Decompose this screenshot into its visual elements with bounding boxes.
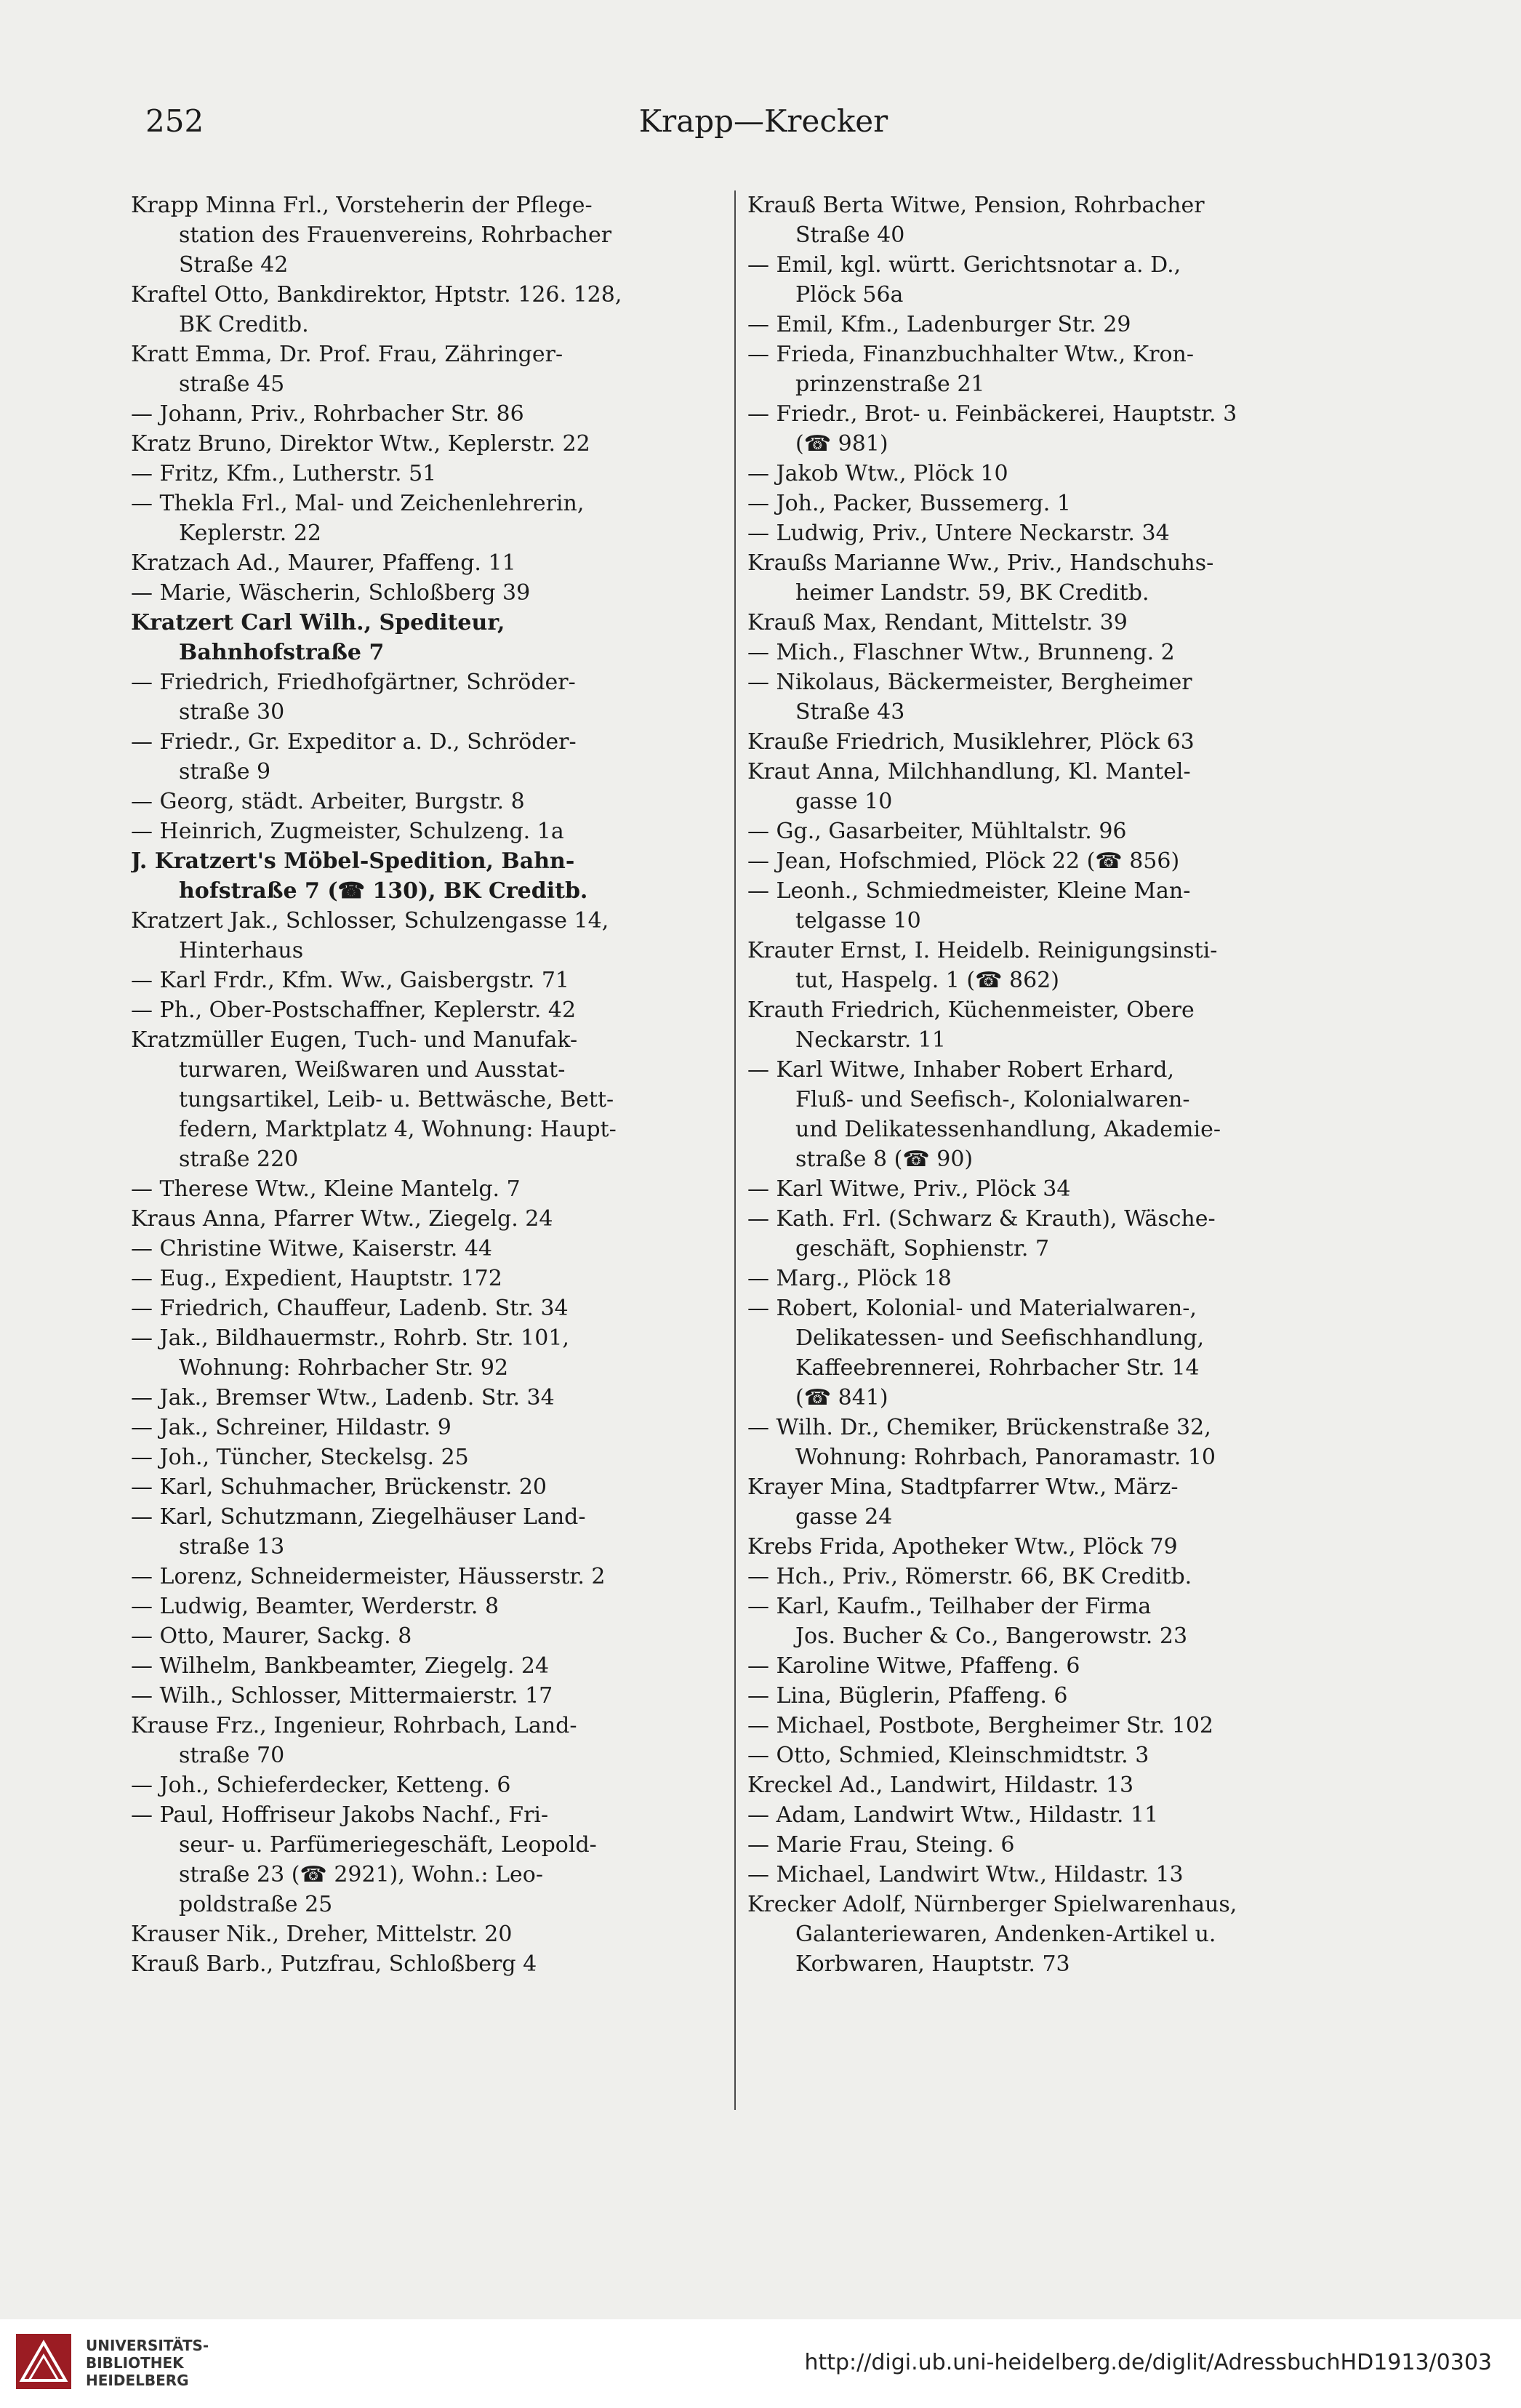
directory-entry-line: Korbwaren, Hauptstr. 73: [795, 1951, 1070, 1977]
directory-entry-line: BK Creditb.: [179, 312, 309, 337]
directory-entry-line: — Friedr., Brot- u. Feinbäckerei, Hauptstr. 3: [747, 401, 1237, 427]
directory-entry-line: J. Kratzert's Möbel-Spedition, Bahn-: [131, 848, 575, 874]
directory-entry-line: prinzenstraße 21: [795, 372, 985, 397]
directory-entry-line: — Friedrich, Friedhofgärtner, Schröder-: [131, 670, 576, 695]
directory-entry-line: Krauth Friedrich, Küchenmeister, Obere: [747, 998, 1195, 1023]
directory-entry-line: — Jak., Bremser Wtw., Ladenb. Str. 34: [131, 1385, 555, 1410]
directory-entry-line: — Ludwig, Priv., Untere Neckarstr. 34: [747, 521, 1170, 546]
directory-entry-line: Delikatessen- und Seefischhandlung,: [795, 1325, 1205, 1351]
directory-entry-line: — Wilh., Schlosser, Mittermaierstr. 17: [131, 1683, 553, 1709]
directory-entry-line: — Heinrich, Zugmeister, Schulzeng. 1a: [131, 819, 564, 844]
directory-entry-line: Krapp Minna Frl., Vorsteherin der Pflege-: [131, 193, 593, 218]
directory-entry-line: — Marie, Wäscherin, Schloßberg 39: [131, 580, 531, 606]
directory-entry-line: turwaren, Weißwaren und Ausstat-: [179, 1057, 566, 1083]
logo-line: BIBLIOTHEK: [86, 2354, 184, 2372]
directory-entry-line: — Georg, städt. Arbeiter, Burgstr. 8: [131, 789, 525, 814]
directory-entry-line: straße 8 (☎ 90): [795, 1147, 974, 1172]
directory-entry-line: Kratt Emma, Dr. Prof. Frau, Zähringer-: [131, 342, 563, 367]
directory-entry-line: Krecker Adolf, Nürnberger Spielwarenhaus,: [747, 1892, 1237, 1917]
directory-entry-line: — Christine Witwe, Kaiserstr. 44: [131, 1236, 492, 1261]
directory-entry-line: — Karl Witwe, Priv., Plöck 34: [747, 1176, 1071, 1202]
directory-entry-line: straße 70: [179, 1743, 285, 1768]
directory-entry-line: Straße 43: [795, 699, 905, 725]
directory-entry-line: — Karl Frdr., Kfm. Ww., Gaisbergstr. 71: [131, 968, 570, 993]
directory-entry-line: Krauter Ernst, I. Heidelb. Reinigungsinsti-: [747, 938, 1218, 963]
directory-entry-line: Krebs Frida, Apotheker Wtw., Plöck 79: [747, 1534, 1178, 1560]
directory-entry-line: — Kath. Frl. (Schwarz & Krauth), Wäsche-: [747, 1206, 1216, 1232]
directory-entry-line: tut, Haspelg. 1 (☎ 862): [795, 968, 1059, 993]
directory-entry-line: — Jakob Wtw., Plöck 10: [747, 461, 1008, 486]
directory-entry-line: Fluß- und Seefisch-, Kolonialwaren-: [795, 1087, 1190, 1112]
directory-entry-line: heimer Landstr. 59, BK Creditb.: [795, 580, 1149, 606]
directory-entry-line: telgasse 10: [795, 908, 921, 934]
directory-entry-line: Neckarstr. 11: [795, 1027, 946, 1053]
directory-entry-line: — Johann, Priv., Rohrbacher Str. 86: [131, 401, 524, 427]
left-column: [131, 190, 727, 2110]
directory-entry-line: Kratz Bruno, Direktor Wtw., Keplerstr. 22: [131, 431, 590, 457]
directory-entry-line: — Wilh. Dr., Chemiker, Brückenstraße 32,: [747, 1415, 1211, 1440]
directory-entry-line: — Mich., Flaschner Wtw., Brunneng. 2: [747, 640, 1175, 665]
page-title: Krapp—Krecker: [638, 103, 888, 139]
directory-entry-line: — Fritz, Kfm., Lutherstr. 51: [131, 461, 437, 486]
directory-entry-line: — Joh., Tüncher, Steckelsg. 25: [131, 1445, 469, 1470]
directory-entry-line: — Friedr., Gr. Expeditor a. D., Schröder-: [131, 729, 577, 755]
directory-entry-line: — Karl Witwe, Inhaber Robert Erhard,: [747, 1057, 1175, 1083]
directory-entry-line: — Jak., Schreiner, Hildastr. 9: [131, 1415, 452, 1440]
directory-entry-line: gasse 10: [795, 789, 893, 814]
directory-entry-line: Kraut Anna, Milchhandlung, Kl. Mantel-: [747, 759, 1191, 784]
directory-entry-line: — Lorenz, Schneidermeister, Häusserstr. 2: [131, 1564, 606, 1589]
directory-entry-line: — Lina, Büglerin, Pfaffeng. 6: [747, 1683, 1068, 1709]
directory-entry-line: Bahnhofstraße 7: [179, 640, 385, 665]
directory-entry-line: (☎ 841): [795, 1385, 888, 1410]
directory-entry-line: — Otto, Maurer, Sackg. 8: [131, 1624, 412, 1649]
directory-entry-line: Keplerstr. 22: [179, 521, 321, 546]
directory-entry-line: geschäft, Sophienstr. 7: [795, 1236, 1050, 1261]
directory-entry-line: — Wilhelm, Bankbeamter, Ziegelg. 24: [131, 1653, 550, 1679]
directory-entry-line: tungsartikel, Leib- u. Bettwäsche, Bett-: [179, 1087, 614, 1112]
directory-entry-line: — Therese Wtw., Kleine Mantelg. 7: [131, 1176, 521, 1202]
footer-bar: [0, 2319, 1521, 2408]
directory-entry-line: — Joh., Schieferdecker, Ketteng. 6: [131, 1773, 511, 1798]
directory-entry-line: Straße 42: [179, 252, 289, 278]
directory-entry-line: seur- u. Parfümeriegeschäft, Leopold-: [179, 1832, 597, 1858]
directory-entry-line: Straße 40: [795, 222, 905, 248]
directory-entry-line: — Ph., Ober-Postschaffner, Keplerstr. 42: [131, 998, 577, 1023]
directory-entry-line: Kratzmüller Eugen, Tuch- und Manufak-: [131, 1027, 578, 1053]
directory-entry-line: Kraus Anna, Pfarrer Wtw., Ziegelg. 24: [131, 1206, 553, 1232]
directory-entry-line: — Jak., Bildhauermstr., Rohrb. Str. 101,: [131, 1325, 569, 1351]
directory-entry-line: — Friedrich, Chauffeur, Ladenb. Str. 34: [131, 1296, 569, 1321]
directory-entry-line: Kraußs Marianne Ww., Priv., Handschuhs-: [747, 550, 1214, 576]
directory-entry-line: — Karl, Schutzmann, Ziegelhäuser Land-: [131, 1504, 586, 1530]
directory-entry-line: — Gg., Gasarbeiter, Mühltalstr. 96: [747, 819, 1127, 844]
directory-entry-line: — Paul, Hoffriseur Jakobs Nachf., Fri-: [131, 1802, 549, 1828]
directory-entry-line: straße 45: [179, 372, 285, 397]
directory-entry-line: — Karl, Schuhmacher, Brückenstr. 20: [131, 1474, 547, 1500]
directory-entry-line: — Emil, Kfm., Ladenburger Str. 29: [747, 312, 1131, 337]
directory-entry-line: — Hch., Priv., Römerstr. 66, BK Creditb.: [747, 1564, 1192, 1589]
directory-entry-line: Krauß Max, Rendant, Mittelstr. 39: [747, 610, 1128, 635]
directory-entry-line: straße 30: [179, 699, 285, 725]
directory-entry-line: — Karoline Witwe, Pfaffeng. 6: [747, 1653, 1080, 1679]
directory-entry-line: straße 13: [179, 1534, 285, 1560]
directory-entry-line: und Delikatessenhandlung, Akademie-: [795, 1117, 1221, 1142]
directory-entry-line: — Thekla Frl., Mal- und Zeichenlehrerin,: [131, 491, 585, 516]
directory-entry-line: straße 220: [179, 1147, 299, 1172]
directory-entry-line: Jos. Bucher & Co., Bangerowstr. 23: [795, 1624, 1188, 1649]
directory-entry-line: straße 9: [179, 759, 271, 784]
directory-entry-line: — Ludwig, Beamter, Werderstr. 8: [131, 1594, 499, 1619]
directory-entry-line: — Jean, Hofschmied, Plöck 22 (☎ 856): [747, 848, 1180, 874]
directory-entry-line: Krause Frz., Ingenieur, Rohrbach, Land-: [131, 1713, 577, 1738]
directory-entry-line: (☎ 981): [795, 431, 888, 457]
directory-entry-line: Kratzert Jak., Schlosser, Schulzengasse 14,: [131, 908, 609, 934]
directory-entry-line: — Michael, Landwirt Wtw., Hildastr. 13: [747, 1862, 1184, 1887]
directory-entry-line: — Karl, Kaufm., Teilhaber der Firma: [747, 1594, 1152, 1619]
directory-entry-line: — Emil, kgl. württ. Gerichtsnotar a. D.,: [747, 252, 1181, 278]
directory-entry-line: — Robert, Kolonial- und Materialwaren-,: [747, 1296, 1197, 1321]
library-logo-text: [86, 2337, 209, 2389]
directory-entry-line: Krauß Barb., Putzfrau, Schloßberg 4: [131, 1951, 537, 1977]
directory-entry-line: — Otto, Schmied, Kleinschmidtstr. 3: [747, 1743, 1149, 1768]
logo-line: UNIVERSITÄTS-: [86, 2337, 209, 2354]
directory-entry-line: — Nikolaus, Bäckermeister, Bergheimer: [747, 670, 1192, 695]
directory-entry-line: hofstraße 7 (☎ 130), BK Creditb.: [179, 878, 588, 904]
directory-entry-line: Kraftel Otto, Bankdirektor, Hptstr. 126. 128,: [131, 282, 622, 308]
directory-entry-line: Krauß Berta Witwe, Pension, Rohrbacher: [747, 193, 1205, 218]
page-number: 252: [145, 103, 204, 139]
page-header: [145, 103, 1381, 147]
directory-entry-line: Wohnung: Rohrbach, Panoramastr. 10: [795, 1445, 1216, 1470]
directory-entry-line: federn, Marktplatz 4, Wohnung: Haupt-: [179, 1117, 617, 1142]
directory-entry-line: Krauser Nik., Dreher, Mittelstr. 20: [131, 1922, 513, 1947]
directory-entry-line: — Leonh., Schmiedmeister, Kleine Man-: [747, 878, 1191, 904]
directory-entry-line: Kaffeebrennerei, Rohrbacher Str. 14: [795, 1355, 1200, 1381]
directory-entry-line: Krayer Mina, Stadtpfarrer Wtw., März-: [747, 1474, 1179, 1500]
directory-entry-line: — Marg., Plöck 18: [747, 1266, 952, 1291]
source-url-link[interactable]: http://digi.ub.uni-heidelberg.de/diglit/AdressbuchHD1913/0303: [804, 2350, 1492, 2375]
directory-entry-line: station des Frauenvereins, Rohrbacher: [179, 222, 612, 248]
directory-entry-line: Hinterhaus: [179, 938, 304, 963]
directory-entry-line: gasse 24: [795, 1504, 893, 1530]
directory-entry-line: Kreckel Ad., Landwirt, Hildastr. 13: [747, 1773, 1134, 1798]
directory-entry-line: Galanteriewaren, Andenken-Artikel u.: [795, 1922, 1216, 1947]
directory-entry-line: — Frieda, Finanzbuchhalter Wtw., Kron-: [747, 342, 1194, 367]
right-column: [747, 190, 1358, 2110]
university-seal-icon: [15, 2332, 73, 2391]
directory-entry-line: straße 23 (☎ 2921), Wohn.: Leo-: [179, 1862, 544, 1887]
directory-entry-line: — Joh., Packer, Bussemerg. 1: [747, 491, 1071, 516]
directory-entry-line: — Eug., Expedient, Hauptstr. 172: [131, 1266, 502, 1291]
column-divider: [734, 190, 736, 2110]
directory-entry-line: — Adam, Landwirt Wtw., Hildastr. 11: [747, 1802, 1159, 1828]
directory-entry-line: — Michael, Postbote, Bergheimer Str. 102: [747, 1713, 1213, 1738]
directory-entry-line: poldstraße 25: [179, 1892, 333, 1917]
directory-entry-line: Plöck 56a: [795, 282, 904, 308]
directory-entry-line: — Marie Frau, Steing. 6: [747, 1832, 1015, 1858]
directory-entry-line: Kratzert Carl Wilh., Spediteur,: [131, 610, 505, 635]
directory-entry-line: Kratzach Ad., Maurer, Pfaffeng. 11: [131, 550, 516, 576]
directory-entry-line: Wohnung: Rohrbacher Str. 92: [179, 1355, 509, 1381]
logo-line: HEIDELBERG: [86, 2372, 189, 2389]
directory-entry-line: Krauße Friedrich, Musiklehrer, Plöck 63: [747, 729, 1195, 755]
